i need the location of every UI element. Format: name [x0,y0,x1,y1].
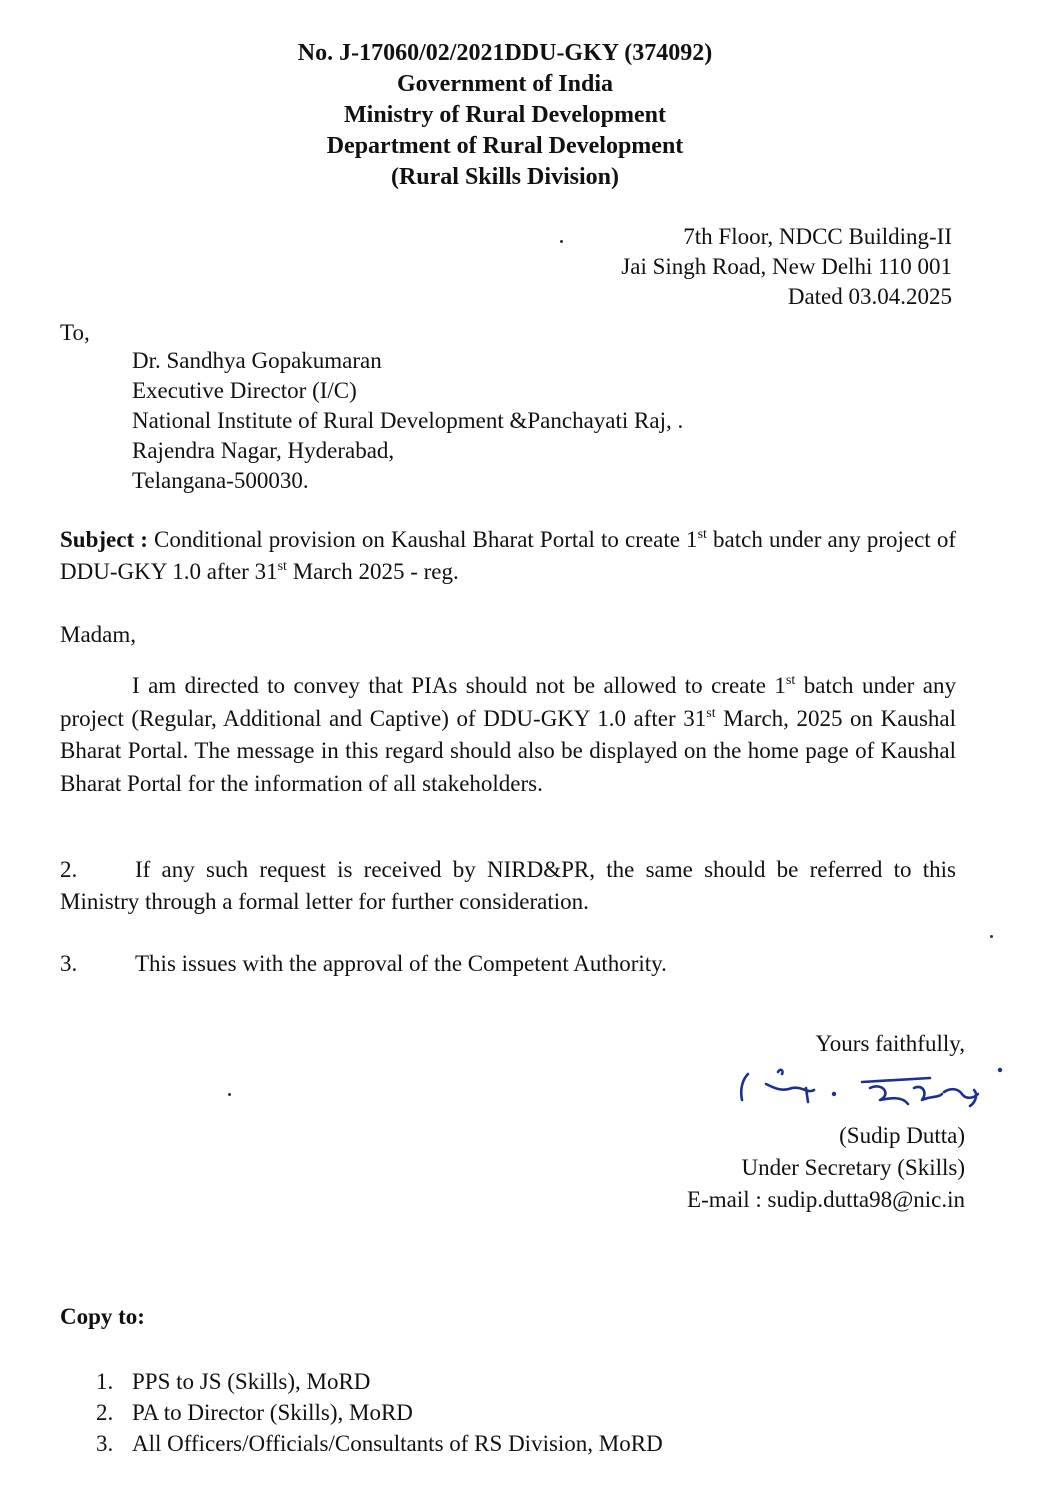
subject-text-a: Conditional provision on Kaushal Bharat Portal to create 1 [147,527,698,552]
paragraph-2 [60,854,956,918]
subject-text-c: March 2025 - reg. [286,559,459,584]
para1-text-b: batch under any project (Regular, Additional and Captive) of DDU-GKY 1.0 after 31 [60,673,956,731]
recipient-institute: National Institute of Rural Development &Panchayati Raj, . [132,408,684,433]
signatory-designation: Under Secretary (Skills) [741,1155,965,1180]
to-label: To, [60,320,90,345]
subject-block [60,524,956,588]
ministry-line: Ministry of Rural Development [344,102,666,128]
copy-item-2-text: PA to Director (Skills), MoRD [132,1400,413,1425]
date-line: Dated 03.04.2025 [787,284,952,309]
recipient-state: Telangana-500030. [132,468,309,493]
copy-to-heading: Copy to: [60,1304,145,1329]
subject-label: Subject : [60,527,148,552]
para1-text-c: March, 2025 on Kaushal Bharat Portal. The message in this regard should also be displayed on the home page of Kaushal Bharat Portal for the information of all stakeholders. [60,705,956,796]
copy-item-3-text: All Officers/Officials/Consultants of RS Division, MoRD [132,1431,663,1456]
file-number: No. J-17060/02/2021DDU-GKY (374092) [297,40,713,66]
para3-text: This issues with the approval of the Competent Authority. [135,951,667,976]
para2-number: 2. [60,857,78,882]
para1-sup-a: st [785,673,796,688]
paragraph-1 [60,670,956,800]
para2-text: If any such request is received by NIRD&PR, the same should be referred to this Ministry through a formal letter for further consideration. [60,857,956,914]
para1-sup-b: st [706,705,716,721]
copy-item-1-number: 1. [96,1369,114,1394]
paragraph-3 [60,948,956,980]
signatory-email: E-mail : sudip.dutta98@nic.in [687,1187,965,1212]
recipient-name: Dr. Sandhya Gopakumaran [132,348,382,373]
scan-speck [560,240,563,243]
copy-item-1-text: PPS to JS (Skills), MoRD [132,1369,371,1394]
copy-item-1 [96,1366,370,1397]
subject-text-b: batch under any project of DDU-GKY 1.0 after 31 [60,527,956,584]
copy-item-2-number: 2. [96,1400,114,1425]
scan-speck [990,935,993,938]
scan-speck [228,1093,231,1096]
government-line: Government of India [397,71,613,97]
recipient-designation: Executive Director (I/C) [132,378,357,403]
department-line: Department of Rural Development [326,133,684,159]
copy-item-3 [96,1428,663,1459]
address-line-2: Jai Singh Road, New Delhi 110 001 [621,254,952,279]
address-line-1: 7th Floor, NDCC Building-II [683,224,952,249]
copy-item-2 [96,1397,413,1428]
salutation: Madam, [60,622,137,647]
handwritten-signature [730,1058,1020,1118]
para1-text-a: I am directed to convey that PIAs should not be allowed to create 1 [132,673,786,698]
recipient-locality: Rajendra Nagar, Hyderabad, [132,438,395,463]
subject-sup-b: st [277,559,287,574]
copy-item-3-number: 3. [96,1431,114,1456]
subject-sup-a: st [697,527,707,542]
division-line: (Rural Skills Division) [390,164,620,190]
signatory-name: (Sudip Dutta) [839,1123,965,1148]
para3-number: 3. [60,951,78,976]
yours-faithfully: Yours faithfully, [815,1031,965,1056]
